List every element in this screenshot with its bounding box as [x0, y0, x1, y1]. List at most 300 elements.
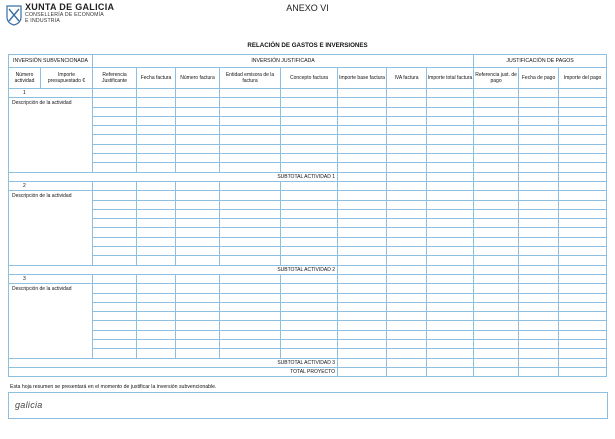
- table-cell[interactable]: [93, 200, 137, 209]
- table-cell[interactable]: [220, 293, 281, 302]
- table-cell[interactable]: [176, 163, 220, 172]
- table-cell[interactable]: [559, 89, 607, 98]
- table-cell[interactable]: [93, 247, 137, 256]
- table-cell[interactable]: [281, 116, 338, 125]
- table-cell[interactable]: [427, 181, 474, 190]
- table-cell[interactable]: [137, 330, 176, 339]
- subtotal-cell[interactable]: [427, 172, 474, 181]
- table-cell[interactable]: [176, 126, 220, 135]
- table-cell[interactable]: [176, 256, 220, 265]
- table-cell[interactable]: [474, 302, 519, 311]
- table-cell[interactable]: [387, 219, 427, 228]
- table-cell[interactable]: [338, 330, 387, 339]
- table-cell[interactable]: [338, 163, 387, 172]
- table-cell[interactable]: [387, 256, 427, 265]
- table-cell[interactable]: [519, 144, 559, 153]
- table-cell[interactable]: [474, 126, 519, 135]
- table-cell[interactable]: [387, 98, 427, 107]
- table-cell[interactable]: [387, 200, 427, 209]
- table-cell[interactable]: [176, 191, 220, 200]
- table-cell[interactable]: [281, 144, 338, 153]
- table-cell[interactable]: [474, 107, 519, 116]
- table-cell[interactable]: [427, 312, 474, 321]
- table-cell[interactable]: [176, 340, 220, 349]
- table-cell[interactable]: [176, 135, 220, 144]
- table-cell[interactable]: [176, 219, 220, 228]
- table-cell[interactable]: [427, 200, 474, 209]
- table-cell[interactable]: [176, 181, 220, 190]
- table-cell[interactable]: [519, 107, 559, 116]
- table-cell[interactable]: [427, 321, 474, 330]
- table-cell[interactable]: [474, 312, 519, 321]
- table-cell[interactable]: [559, 274, 607, 283]
- table-cell[interactable]: [176, 144, 220, 153]
- table-cell[interactable]: [176, 349, 220, 358]
- table-cell[interactable]: [474, 191, 519, 200]
- table-cell[interactable]: [387, 321, 427, 330]
- table-cell[interactable]: [559, 191, 607, 200]
- table-cell[interactable]: [220, 237, 281, 246]
- table-cell[interactable]: [338, 228, 387, 237]
- table-cell[interactable]: [176, 228, 220, 237]
- subtotal-cell[interactable]: [559, 172, 607, 181]
- table-cell[interactable]: [281, 209, 338, 218]
- table-cell[interactable]: [93, 312, 137, 321]
- table-cell[interactable]: [427, 330, 474, 339]
- table-cell[interactable]: [559, 154, 607, 163]
- table-cell[interactable]: [474, 247, 519, 256]
- table-cell[interactable]: [93, 321, 137, 330]
- table-cell[interactable]: [176, 107, 220, 116]
- table-cell[interactable]: [220, 284, 281, 293]
- table-cell[interactable]: [387, 107, 427, 116]
- table-cell[interactable]: [220, 321, 281, 330]
- table-cell[interactable]: [387, 89, 427, 98]
- table-cell[interactable]: [281, 126, 338, 135]
- table-cell[interactable]: [220, 135, 281, 144]
- table-cell[interactable]: [137, 302, 176, 311]
- table-cell[interactable]: [474, 321, 519, 330]
- table-cell[interactable]: [387, 191, 427, 200]
- subtotal-cell[interactable]: [338, 358, 387, 367]
- table-cell[interactable]: [519, 135, 559, 144]
- table-cell[interactable]: [137, 312, 176, 321]
- table-cell[interactable]: [559, 330, 607, 339]
- table-cell[interactable]: [93, 349, 137, 358]
- table-cell[interactable]: [93, 293, 137, 302]
- table-cell[interactable]: [519, 321, 559, 330]
- table-cell[interactable]: [176, 116, 220, 125]
- table-cell[interactable]: [519, 219, 559, 228]
- table-cell[interactable]: [220, 274, 281, 283]
- table-cell[interactable]: [474, 209, 519, 218]
- subtotal-cell[interactable]: [338, 265, 387, 274]
- table-cell[interactable]: [387, 274, 427, 283]
- table-cell[interactable]: [220, 98, 281, 107]
- table-cell[interactable]: [137, 181, 176, 190]
- table-cell[interactable]: [427, 163, 474, 172]
- table-cell[interactable]: [220, 340, 281, 349]
- table-cell[interactable]: [427, 144, 474, 153]
- table-cell[interactable]: [281, 98, 338, 107]
- table-cell[interactable]: [281, 284, 338, 293]
- table-cell[interactable]: [137, 247, 176, 256]
- table-cell[interactable]: [220, 191, 281, 200]
- table-cell[interactable]: [559, 219, 607, 228]
- table-cell[interactable]: [176, 154, 220, 163]
- table-cell[interactable]: [427, 237, 474, 246]
- table-cell[interactable]: [427, 135, 474, 144]
- table-cell[interactable]: [137, 135, 176, 144]
- table-cell[interactable]: [176, 274, 220, 283]
- table-cell[interactable]: [387, 135, 427, 144]
- table-cell[interactable]: [93, 330, 137, 339]
- table-cell[interactable]: [519, 191, 559, 200]
- table-cell[interactable]: [338, 293, 387, 302]
- table-cell[interactable]: [427, 302, 474, 311]
- subtotal-cell[interactable]: [474, 265, 519, 274]
- table-cell[interactable]: [220, 209, 281, 218]
- table-cell[interactable]: [220, 349, 281, 358]
- table-cell[interactable]: [176, 247, 220, 256]
- table-cell[interactable]: [281, 200, 338, 209]
- table-cell[interactable]: [176, 330, 220, 339]
- table-cell[interactable]: [220, 247, 281, 256]
- table-cell[interactable]: [137, 116, 176, 125]
- table-cell[interactable]: [519, 274, 559, 283]
- table-cell[interactable]: [176, 293, 220, 302]
- table-cell[interactable]: [137, 293, 176, 302]
- table-cell[interactable]: [338, 274, 387, 283]
- table-cell[interactable]: [519, 312, 559, 321]
- table-cell[interactable]: [220, 181, 281, 190]
- table-cell[interactable]: [137, 340, 176, 349]
- table-cell[interactable]: [427, 293, 474, 302]
- table-cell[interactable]: [519, 256, 559, 265]
- table-cell[interactable]: [387, 209, 427, 218]
- table-cell[interactable]: [137, 107, 176, 116]
- table-cell[interactable]: [93, 219, 137, 228]
- table-cell[interactable]: [427, 126, 474, 135]
- table-cell[interactable]: [474, 116, 519, 125]
- table-cell[interactable]: [93, 107, 137, 116]
- table-cell[interactable]: [220, 228, 281, 237]
- table-cell[interactable]: [137, 163, 176, 172]
- table-cell[interactable]: [137, 219, 176, 228]
- total-cell[interactable]: [559, 367, 607, 376]
- table-cell[interactable]: [281, 256, 338, 265]
- table-cell[interactable]: [137, 200, 176, 209]
- table-cell[interactable]: [281, 163, 338, 172]
- table-cell[interactable]: [176, 209, 220, 218]
- table-cell[interactable]: [519, 247, 559, 256]
- table-cell[interactable]: [137, 237, 176, 246]
- table-cell[interactable]: [176, 98, 220, 107]
- table-cell[interactable]: [387, 228, 427, 237]
- table-cell[interactable]: [519, 98, 559, 107]
- table-cell[interactable]: [474, 89, 519, 98]
- table-cell[interactable]: [559, 321, 607, 330]
- table-cell[interactable]: [137, 98, 176, 107]
- total-cell[interactable]: [519, 367, 559, 376]
- table-cell[interactable]: [176, 321, 220, 330]
- table-cell[interactable]: [338, 98, 387, 107]
- table-cell[interactable]: [519, 237, 559, 246]
- table-cell[interactable]: [281, 312, 338, 321]
- table-cell[interactable]: [427, 284, 474, 293]
- table-cell[interactable]: [559, 107, 607, 116]
- table-cell[interactable]: [93, 302, 137, 311]
- table-cell[interactable]: [93, 191, 137, 200]
- subtotal-cell[interactable]: [427, 358, 474, 367]
- table-cell[interactable]: [387, 144, 427, 153]
- table-cell[interactable]: [176, 200, 220, 209]
- table-cell[interactable]: [281, 293, 338, 302]
- table-cell[interactable]: [427, 98, 474, 107]
- table-cell[interactable]: [559, 302, 607, 311]
- table-cell[interactable]: [338, 181, 387, 190]
- table-cell[interactable]: [281, 154, 338, 163]
- subtotal-cell[interactable]: [559, 265, 607, 274]
- table-cell[interactable]: [559, 181, 607, 190]
- table-cell[interactable]: [220, 219, 281, 228]
- table-cell[interactable]: [387, 247, 427, 256]
- table-cell[interactable]: [427, 349, 474, 358]
- table-cell[interactable]: [220, 116, 281, 125]
- table-cell[interactable]: [338, 89, 387, 98]
- table-cell[interactable]: [220, 302, 281, 311]
- table-cell[interactable]: [281, 228, 338, 237]
- table-cell[interactable]: [427, 116, 474, 125]
- table-cell[interactable]: [137, 89, 176, 98]
- table-cell[interactable]: [519, 154, 559, 163]
- table-cell[interactable]: [387, 163, 427, 172]
- table-cell[interactable]: [387, 116, 427, 125]
- table-cell[interactable]: [338, 284, 387, 293]
- table-cell[interactable]: [93, 144, 137, 153]
- subtotal-cell[interactable]: [387, 172, 427, 181]
- table-cell[interactable]: [559, 228, 607, 237]
- table-cell[interactable]: [387, 340, 427, 349]
- table-cell[interactable]: [338, 321, 387, 330]
- table-cell[interactable]: [281, 191, 338, 200]
- table-cell[interactable]: [137, 191, 176, 200]
- table-cell[interactable]: [338, 312, 387, 321]
- table-cell[interactable]: [474, 340, 519, 349]
- table-cell[interactable]: [338, 209, 387, 218]
- table-cell[interactable]: [281, 107, 338, 116]
- table-cell[interactable]: [338, 135, 387, 144]
- table-cell[interactable]: [519, 209, 559, 218]
- table-cell[interactable]: [93, 274, 137, 283]
- table-cell[interactable]: [519, 302, 559, 311]
- table-cell[interactable]: [137, 228, 176, 237]
- subtotal-cell[interactable]: [387, 265, 427, 274]
- table-cell[interactable]: [559, 144, 607, 153]
- table-cell[interactable]: [281, 219, 338, 228]
- table-cell[interactable]: [338, 219, 387, 228]
- table-cell[interactable]: [137, 144, 176, 153]
- table-cell[interactable]: [387, 312, 427, 321]
- table-cell[interactable]: [338, 126, 387, 135]
- table-cell[interactable]: [474, 154, 519, 163]
- table-cell[interactable]: [387, 284, 427, 293]
- table-cell[interactable]: [387, 126, 427, 135]
- table-cell[interactable]: [220, 144, 281, 153]
- table-cell[interactable]: [137, 154, 176, 163]
- table-cell[interactable]: [220, 126, 281, 135]
- table-cell[interactable]: [220, 89, 281, 98]
- table-cell[interactable]: [281, 274, 338, 283]
- table-cell[interactable]: [427, 274, 474, 283]
- table-cell[interactable]: [93, 228, 137, 237]
- table-cell[interactable]: [474, 349, 519, 358]
- table-cell[interactable]: [93, 154, 137, 163]
- table-cell[interactable]: [281, 247, 338, 256]
- table-cell[interactable]: [387, 330, 427, 339]
- table-cell[interactable]: [220, 163, 281, 172]
- table-cell[interactable]: [427, 89, 474, 98]
- table-cell[interactable]: [338, 191, 387, 200]
- table-cell[interactable]: [137, 284, 176, 293]
- table-cell[interactable]: [427, 228, 474, 237]
- table-cell[interactable]: [281, 330, 338, 339]
- table-cell[interactable]: [281, 349, 338, 358]
- table-cell[interactable]: [387, 237, 427, 246]
- table-cell[interactable]: [176, 312, 220, 321]
- table-cell[interactable]: [281, 302, 338, 311]
- subtotal-cell[interactable]: [474, 172, 519, 181]
- table-cell[interactable]: [474, 200, 519, 209]
- table-cell[interactable]: [281, 135, 338, 144]
- table-cell[interactable]: [559, 200, 607, 209]
- subtotal-cell[interactable]: [519, 358, 559, 367]
- table-cell[interactable]: [427, 191, 474, 200]
- table-cell[interactable]: [559, 135, 607, 144]
- table-cell[interactable]: [93, 98, 137, 107]
- table-cell[interactable]: [137, 349, 176, 358]
- table-cell[interactable]: [387, 349, 427, 358]
- table-cell[interactable]: [559, 293, 607, 302]
- table-cell[interactable]: [338, 340, 387, 349]
- table-cell[interactable]: [474, 163, 519, 172]
- table-cell[interactable]: [220, 330, 281, 339]
- table-cell[interactable]: [474, 293, 519, 302]
- subtotal-cell[interactable]: [427, 265, 474, 274]
- table-cell[interactable]: [93, 340, 137, 349]
- table-cell[interactable]: [474, 284, 519, 293]
- table-cell[interactable]: [559, 163, 607, 172]
- table-cell[interactable]: [519, 126, 559, 135]
- table-cell[interactable]: [137, 209, 176, 218]
- table-cell[interactable]: [427, 209, 474, 218]
- table-cell[interactable]: [559, 256, 607, 265]
- table-cell[interactable]: [338, 237, 387, 246]
- total-cell[interactable]: [474, 367, 519, 376]
- table-cell[interactable]: [137, 126, 176, 135]
- table-cell[interactable]: [387, 293, 427, 302]
- table-cell[interactable]: [338, 144, 387, 153]
- table-cell[interactable]: [474, 228, 519, 237]
- table-cell[interactable]: [519, 330, 559, 339]
- table-cell[interactable]: [519, 116, 559, 125]
- table-cell[interactable]: [338, 349, 387, 358]
- table-cell[interactable]: [427, 247, 474, 256]
- table-cell[interactable]: [519, 349, 559, 358]
- table-cell[interactable]: [559, 98, 607, 107]
- table-cell[interactable]: [220, 107, 281, 116]
- table-cell[interactable]: [559, 340, 607, 349]
- table-cell[interactable]: [519, 284, 559, 293]
- table-cell[interactable]: [93, 163, 137, 172]
- table-cell[interactable]: [519, 163, 559, 172]
- table-cell[interactable]: [93, 284, 137, 293]
- table-cell[interactable]: [176, 89, 220, 98]
- table-cell[interactable]: [474, 181, 519, 190]
- table-cell[interactable]: [93, 126, 137, 135]
- table-cell[interactable]: [338, 200, 387, 209]
- total-cell[interactable]: [387, 367, 427, 376]
- table-cell[interactable]: [93, 237, 137, 246]
- table-cell[interactable]: [387, 154, 427, 163]
- subtotal-cell[interactable]: [387, 358, 427, 367]
- table-cell[interactable]: [474, 219, 519, 228]
- table-cell[interactable]: [427, 256, 474, 265]
- table-cell[interactable]: [519, 200, 559, 209]
- table-cell[interactable]: [176, 302, 220, 311]
- table-cell[interactable]: [387, 181, 427, 190]
- table-cell[interactable]: [427, 154, 474, 163]
- table-cell[interactable]: [559, 247, 607, 256]
- subtotal-cell[interactable]: [474, 358, 519, 367]
- total-cell[interactable]: [427, 367, 474, 376]
- table-cell[interactable]: [559, 116, 607, 125]
- table-cell[interactable]: [93, 181, 137, 190]
- subtotal-cell[interactable]: [338, 172, 387, 181]
- table-cell[interactable]: [93, 116, 137, 125]
- table-cell[interactable]: [281, 340, 338, 349]
- table-cell[interactable]: [559, 126, 607, 135]
- table-cell[interactable]: [93, 209, 137, 218]
- table-cell[interactable]: [220, 200, 281, 209]
- table-cell[interactable]: [427, 107, 474, 116]
- table-cell[interactable]: [281, 181, 338, 190]
- table-cell[interactable]: [474, 135, 519, 144]
- table-cell[interactable]: [519, 89, 559, 98]
- table-cell[interactable]: [220, 154, 281, 163]
- table-cell[interactable]: [281, 321, 338, 330]
- table-cell[interactable]: [176, 284, 220, 293]
- table-cell[interactable]: [137, 256, 176, 265]
- table-cell[interactable]: [176, 237, 220, 246]
- table-cell[interactable]: [427, 219, 474, 228]
- table-cell[interactable]: [338, 116, 387, 125]
- table-cell[interactable]: [559, 284, 607, 293]
- table-cell[interactable]: [519, 181, 559, 190]
- table-cell[interactable]: [281, 237, 338, 246]
- table-cell[interactable]: [338, 107, 387, 116]
- table-cell[interactable]: [519, 340, 559, 349]
- table-cell[interactable]: [559, 349, 607, 358]
- table-cell[interactable]: [281, 89, 338, 98]
- table-cell[interactable]: [220, 312, 281, 321]
- table-cell[interactable]: [338, 256, 387, 265]
- subtotal-cell[interactable]: [519, 265, 559, 274]
- table-cell[interactable]: [137, 321, 176, 330]
- subtotal-cell[interactable]: [519, 172, 559, 181]
- subtotal-cell[interactable]: [559, 358, 607, 367]
- table-cell[interactable]: [387, 302, 427, 311]
